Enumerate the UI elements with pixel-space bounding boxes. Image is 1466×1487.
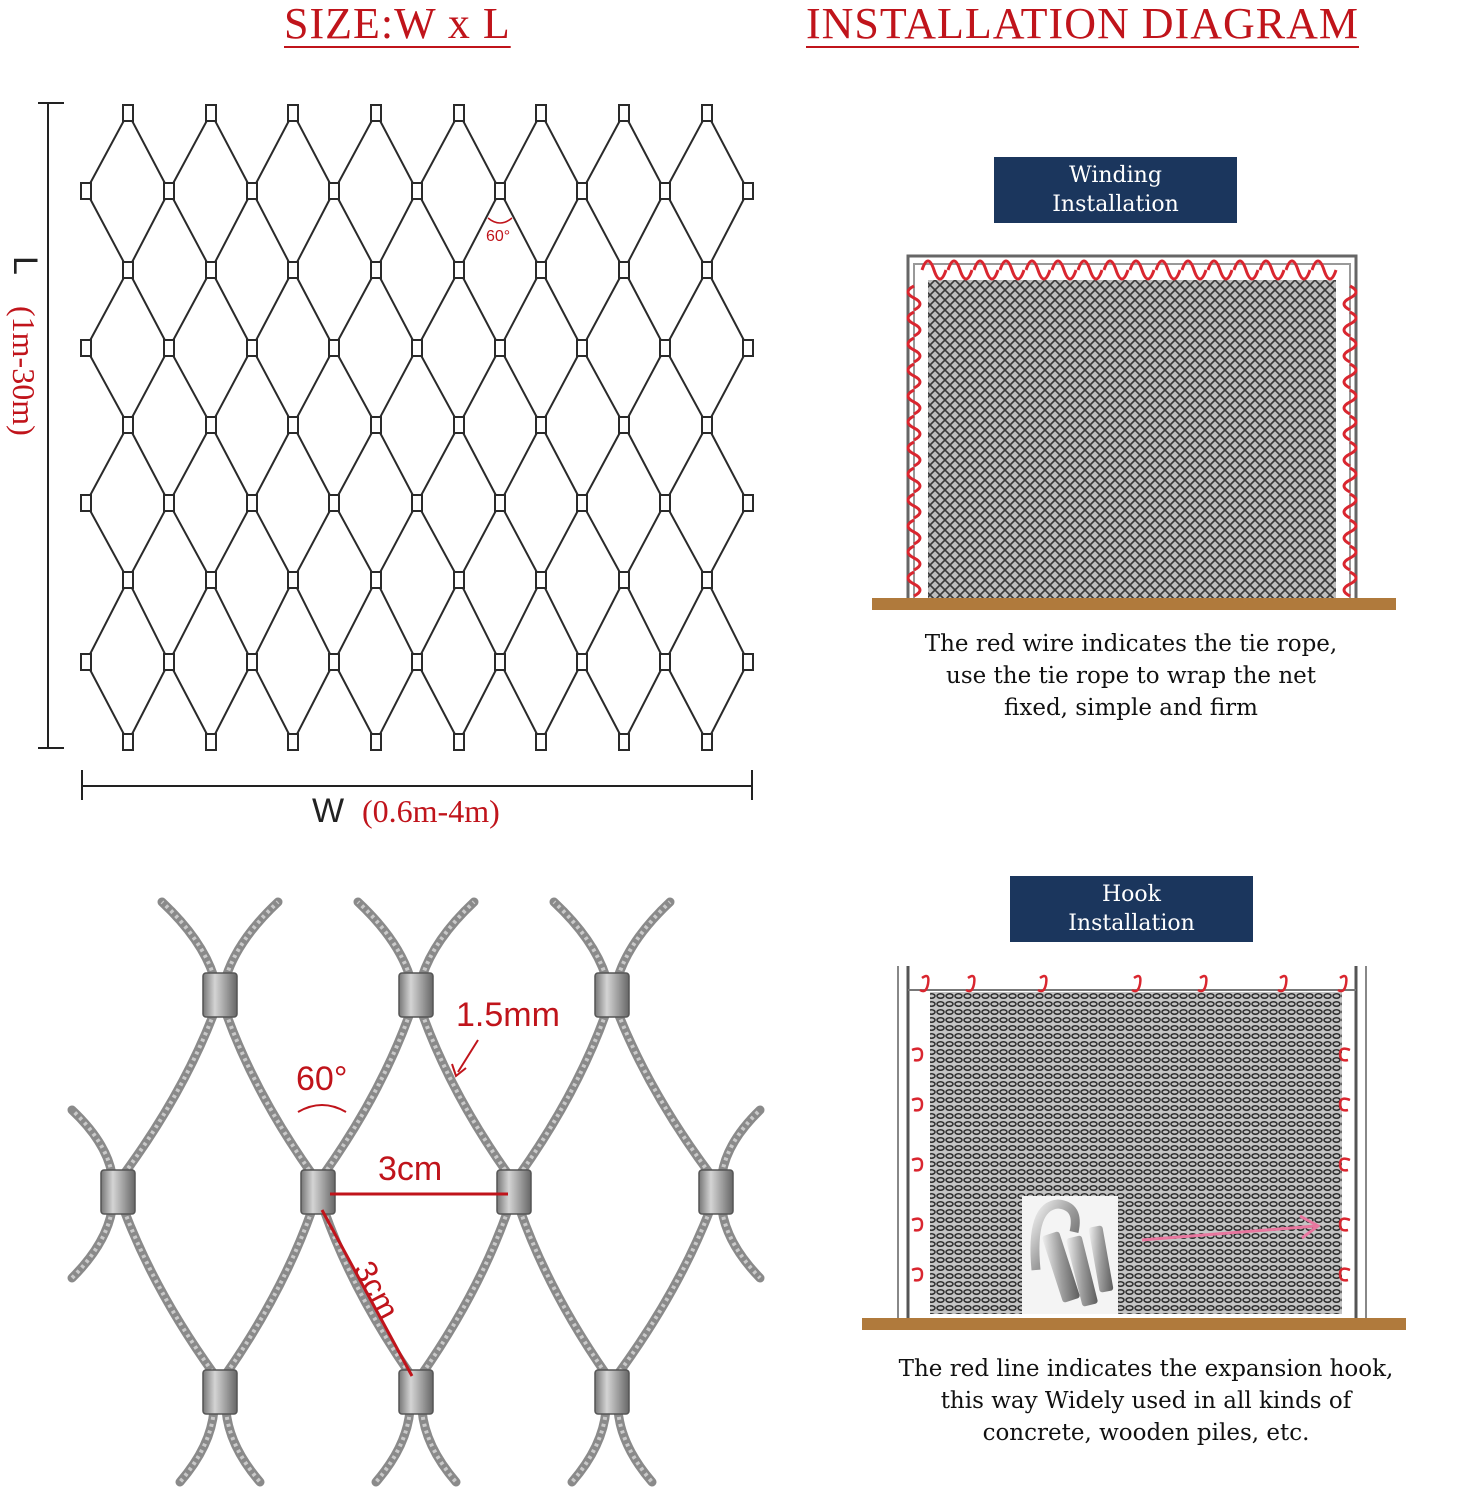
mesh-wire (707, 580, 748, 662)
mesh-ferrule (288, 734, 298, 750)
mesh-wire (541, 662, 582, 742)
closeup-angle-label: 60° (296, 1060, 348, 1098)
mesh-ferrule (495, 654, 505, 670)
mesh-wire (707, 191, 748, 270)
mesh-ferrule (329, 340, 339, 356)
mesh-ferrule (577, 654, 587, 670)
steel-wire-rope (572, 1410, 606, 1482)
mesh-ferrule (288, 572, 298, 588)
steel-ferrule (101, 1170, 135, 1214)
mesh-wire (541, 113, 582, 191)
mesh-wire (252, 191, 293, 270)
hook-mark (1198, 976, 1206, 991)
diamond-mesh (81, 105, 753, 750)
hook-mark (912, 1159, 922, 1171)
steel-wire-rope (618, 1210, 710, 1374)
mesh-wire (128, 113, 169, 191)
steel-ferrule (595, 973, 629, 1017)
mesh-ferrule (329, 654, 339, 670)
mesh-wire (500, 503, 541, 580)
mesh-ferrule (81, 183, 91, 199)
mesh-wire (169, 503, 211, 580)
mesh-ferrule (619, 417, 629, 433)
mesh-wire (128, 662, 169, 742)
hook-mark (1038, 976, 1046, 991)
mesh-ferrule (454, 572, 464, 588)
steel-ferrule (699, 1170, 733, 1214)
mesh-wire (128, 191, 169, 270)
mesh-ferrule (577, 340, 587, 356)
mesh-ferrule (536, 734, 546, 750)
mesh-wire (459, 348, 500, 425)
mesh-ferrule (206, 262, 216, 278)
mesh-wire (86, 113, 128, 191)
mesh-ferrule (288, 417, 298, 433)
angle-label-small: 60° (486, 228, 511, 245)
mesh-ferrule (536, 105, 546, 121)
steel-wire-rope (618, 902, 670, 977)
steel-wire-rope (358, 902, 410, 977)
mesh-wire (707, 503, 748, 580)
mesh-ferrule (123, 572, 133, 588)
mesh-wire (334, 348, 376, 425)
expansion-hook-image (1022, 1196, 1118, 1314)
steel-wire-rope (618, 1013, 710, 1174)
mesh-wire (376, 270, 417, 348)
mesh-wire (169, 191, 211, 270)
mesh-wire (624, 425, 665, 503)
mesh-wire (169, 348, 211, 425)
steel-ferrule (497, 1170, 531, 1214)
hook-caption-line3: concrete, wooden piles, etc. (982, 1420, 1310, 1446)
mesh-wire (459, 580, 500, 662)
mesh-ferrule (660, 654, 670, 670)
mesh-ferrule (702, 262, 712, 278)
horizontal-spacing-label: 3cm (378, 1150, 443, 1188)
mesh-wire (334, 580, 376, 662)
mesh-wire (665, 425, 707, 503)
length-range: (1m-30m) (6, 306, 42, 436)
mesh-ferrule (495, 340, 505, 356)
steel-wire-rope (376, 1410, 410, 1482)
hook-mark (912, 1099, 922, 1111)
mesh-wire (252, 113, 293, 191)
mesh-wire (376, 662, 417, 742)
mesh-wire (500, 348, 541, 425)
mesh-wire (665, 113, 707, 191)
mesh-wire (624, 113, 665, 191)
mesh-wire (293, 113, 334, 191)
mesh-wire (128, 348, 169, 425)
mesh-wire (376, 425, 417, 503)
mesh-wire (624, 662, 665, 742)
mesh-ferrule (412, 495, 422, 511)
steel-wire-rope (124, 1210, 214, 1374)
mesh-ferrule (371, 262, 381, 278)
mesh-wire (334, 503, 376, 580)
mesh-ferrule (123, 417, 133, 433)
mesh-ferrule (743, 654, 753, 670)
mesh-ferrule (371, 105, 381, 121)
steel-wire-rope (226, 902, 278, 977)
mesh-wire (707, 270, 748, 348)
mesh-ferrule (412, 340, 422, 356)
steel-wire-rope (722, 1210, 760, 1278)
mesh-wire (376, 113, 417, 191)
steel-wire-rope (422, 1410, 456, 1482)
steel-wire-rope (422, 1210, 508, 1374)
hook-mark (912, 1049, 922, 1061)
hook-mark (912, 1219, 922, 1231)
wire-diameter-label: 1.5mm (456, 996, 560, 1034)
mesh-wire (211, 191, 252, 270)
mesh-ferrule (743, 340, 753, 356)
hook-mark (1338, 976, 1346, 991)
mesh-wire (128, 270, 169, 348)
mesh-wire (169, 580, 211, 662)
mesh-ferrule (164, 654, 174, 670)
steel-ferrule (301, 1170, 335, 1214)
mesh-wire (86, 348, 128, 425)
size-title: SIZE:W x L (284, 0, 511, 48)
wire-mesh-closeup (72, 902, 760, 1482)
mesh-wire (169, 425, 211, 503)
mesh-wire (417, 270, 459, 348)
mesh-wire (334, 662, 376, 742)
mesh-wire (293, 662, 334, 742)
mesh-wire (169, 270, 211, 348)
mesh-ferrule (536, 417, 546, 433)
diagonal-spacing-label: 3cm (346, 1254, 407, 1326)
mesh-wire (128, 425, 169, 503)
mesh-wire (86, 191, 128, 270)
steel-wire-rope (162, 902, 214, 977)
mesh-wire (707, 348, 748, 425)
mesh-ferrule (619, 262, 629, 278)
mesh-wire (86, 270, 128, 348)
mesh-wire (582, 191, 624, 270)
mesh-wire (169, 113, 211, 191)
mesh-wire (459, 662, 500, 742)
mesh-wire (417, 348, 459, 425)
mesh-ferrule (206, 734, 216, 750)
mesh-ferrule (123, 105, 133, 121)
mesh-ferrule (247, 495, 257, 511)
mesh-wire (541, 348, 582, 425)
mesh-ferrule (702, 417, 712, 433)
mesh-wire (500, 113, 541, 191)
mesh-wire (334, 191, 376, 270)
mesh-ferrule (495, 183, 505, 199)
width-label: W (312, 792, 345, 830)
winding-caption-line3: fixed, simple and firm (1004, 695, 1258, 721)
mesh-ferrule (164, 495, 174, 511)
mesh-wire (624, 503, 665, 580)
mesh-ferrule (412, 654, 422, 670)
mesh-wire (252, 503, 293, 580)
mesh-ferrule (454, 105, 464, 121)
mesh-wire (376, 503, 417, 580)
mesh-wire (128, 503, 169, 580)
winding-caption (866, 628, 1396, 724)
steel-wire-rope (722, 1110, 760, 1174)
hook-installation-illustration (862, 966, 1406, 1330)
winding-installation-illustration (872, 256, 1396, 610)
mesh-wire (500, 580, 541, 662)
mesh-wire (293, 348, 334, 425)
mesh-ferrule (329, 183, 339, 199)
hook-caption-line1: The red line indicates the expansion hook, (898, 1356, 1394, 1382)
mesh-wire (707, 425, 748, 503)
mesh-wire (86, 580, 128, 662)
hook-mark (920, 976, 928, 991)
mesh-wire (417, 113, 459, 191)
winding-caption-line2: use the tie rope to wrap the net (946, 663, 1316, 689)
mesh-wire (582, 348, 624, 425)
mesh-ferrule (371, 417, 381, 433)
mesh-wire (211, 425, 252, 503)
mesh-wire (211, 113, 252, 191)
mesh-wire (293, 425, 334, 503)
mesh-ferrule (660, 183, 670, 199)
mesh-ferrule (619, 572, 629, 588)
steel-wire-rope (422, 902, 474, 977)
mesh-wire (334, 113, 376, 191)
mesh-wire (665, 580, 707, 662)
mesh-wire (500, 662, 541, 742)
mesh-wire (707, 113, 748, 191)
mesh-ferrule (247, 340, 257, 356)
mesh-wire (582, 503, 624, 580)
mesh-ferrule (577, 495, 587, 511)
mesh-wire (252, 270, 293, 348)
mesh-wire (293, 191, 334, 270)
mesh-ferrule (702, 572, 712, 588)
hook-caption-line2: this way Widely used in all kinds of (940, 1388, 1352, 1414)
mesh-wire (624, 580, 665, 662)
winding-caption-line1: The red wire indicates the tie rope, (924, 631, 1338, 657)
steel-wire-rope (180, 1410, 214, 1482)
mesh-wire (293, 503, 334, 580)
mesh-ferrule (247, 183, 257, 199)
steel-wire-rope (554, 902, 606, 977)
mesh-ferrule (247, 654, 257, 670)
length-label: L (6, 256, 44, 275)
winding-label-line1: Winding (1069, 163, 1162, 188)
steel-wire-rope (520, 1210, 606, 1374)
mesh-wire (86, 425, 128, 503)
mesh-ferrule (619, 734, 629, 750)
installation-title: INSTALLATION DIAGRAM (806, 0, 1359, 48)
mesh-wire (252, 662, 293, 742)
mesh-wire (252, 348, 293, 425)
mesh-wire (500, 270, 541, 348)
hook-label-line1: Hook (1101, 882, 1161, 907)
mesh-ferrule (123, 262, 133, 278)
hook-mark (912, 1269, 922, 1281)
steel-wire-rope (72, 1110, 112, 1174)
hook-mark (966, 976, 974, 991)
steel-wire-rope (618, 1410, 652, 1482)
mesh-wire (252, 425, 293, 503)
mesh-wire (665, 270, 707, 348)
hook-mark (1278, 976, 1286, 991)
mesh-ferrule (206, 572, 216, 588)
mesh-wire (459, 503, 500, 580)
mesh-ferrule (577, 183, 587, 199)
mesh-wire (665, 348, 707, 425)
mesh-wire (459, 425, 500, 503)
mesh-wire (665, 662, 707, 742)
mesh-ferrule (743, 183, 753, 199)
angle-arc-small (488, 218, 512, 223)
mesh-wire (252, 580, 293, 662)
mesh-wire (500, 425, 541, 503)
mesh-wire (624, 348, 665, 425)
mesh-ferrule (536, 572, 546, 588)
mesh-wire (665, 503, 707, 580)
mesh-ferrule (329, 495, 339, 511)
mesh-wire (624, 270, 665, 348)
mesh-ferrule (495, 495, 505, 511)
width-range: (0.6m-4m) (362, 793, 500, 829)
mesh-wire (211, 503, 252, 580)
mesh-ferrule (123, 734, 133, 750)
steel-wire-rope (72, 1210, 112, 1278)
mesh-ferrule (619, 105, 629, 121)
mesh-wire (541, 580, 582, 662)
mesh-ferrule (412, 183, 422, 199)
mesh-wire (376, 580, 417, 662)
mesh-wire (293, 270, 334, 348)
mesh-wire (417, 503, 459, 580)
mesh-wire (211, 348, 252, 425)
mesh-ferrule (164, 340, 174, 356)
mesh-wire (582, 425, 624, 503)
winding-installation-label (994, 157, 1237, 223)
mesh-wire (86, 503, 128, 580)
mesh-ferrule (288, 262, 298, 278)
mesh-ferrule (702, 105, 712, 121)
mesh-wire (417, 191, 459, 270)
mesh-ferrule (206, 105, 216, 121)
mesh-ferrule (454, 262, 464, 278)
mesh-wire (211, 580, 252, 662)
hook-caption (846, 1353, 1446, 1449)
mesh-wire (211, 270, 252, 348)
steel-ferrule (399, 1370, 433, 1414)
steel-wire-rope (520, 1013, 606, 1174)
mesh-wire (417, 580, 459, 662)
mesh-wire (86, 662, 128, 742)
mesh-ferrule (660, 340, 670, 356)
mesh-wire (541, 425, 582, 503)
mesh-wire (624, 191, 665, 270)
mesh-wire (128, 580, 169, 662)
steel-wire-rope (226, 1210, 312, 1374)
mesh-wire (582, 662, 624, 742)
mesh-wire (582, 113, 624, 191)
mesh-ferrule (81, 495, 91, 511)
steel-ferrule (399, 973, 433, 1017)
mesh-wire (459, 113, 500, 191)
mesh-ferrule (371, 734, 381, 750)
mesh-wire (459, 270, 500, 348)
mesh-wire (541, 191, 582, 270)
mesh-wire (417, 662, 459, 742)
mesh-wire (707, 662, 748, 742)
mesh-wire (293, 580, 334, 662)
mesh-wire (582, 270, 624, 348)
mesh-wire (541, 503, 582, 580)
mesh-ferrule (454, 417, 464, 433)
mesh-ferrule (454, 734, 464, 750)
mesh-wire (169, 662, 211, 742)
mesh-ferrule (164, 183, 174, 199)
winding-label-line2: Installation (1052, 192, 1179, 217)
mesh-wire (541, 270, 582, 348)
steel-wire-rope (124, 1013, 214, 1174)
steel-ferrule (203, 1370, 237, 1414)
mesh-ferrule (536, 262, 546, 278)
mesh-ferrule (371, 572, 381, 588)
hook-label-line2: Installation (1068, 911, 1195, 936)
mesh-wire (665, 191, 707, 270)
mesh-ferrule (288, 105, 298, 121)
mesh-ferrule (702, 734, 712, 750)
mesh-wire (334, 270, 376, 348)
mesh-ferrule (81, 340, 91, 356)
steel-ferrule (203, 973, 237, 1017)
mesh-ferrule (743, 495, 753, 511)
hook-mark (1132, 976, 1140, 991)
mesh-wire (211, 662, 252, 742)
mesh-wire (582, 580, 624, 662)
mesh-wire (376, 191, 417, 270)
mesh-ferrule (660, 495, 670, 511)
mesh-wire (417, 425, 459, 503)
steel-ferrule (595, 1370, 629, 1414)
mesh-ferrule (81, 654, 91, 670)
steel-wire-rope (226, 1410, 260, 1482)
mesh-wire (376, 348, 417, 425)
mesh-wire (334, 425, 376, 503)
mesh-ferrule (206, 417, 216, 433)
hook-installation-label (1010, 876, 1253, 942)
